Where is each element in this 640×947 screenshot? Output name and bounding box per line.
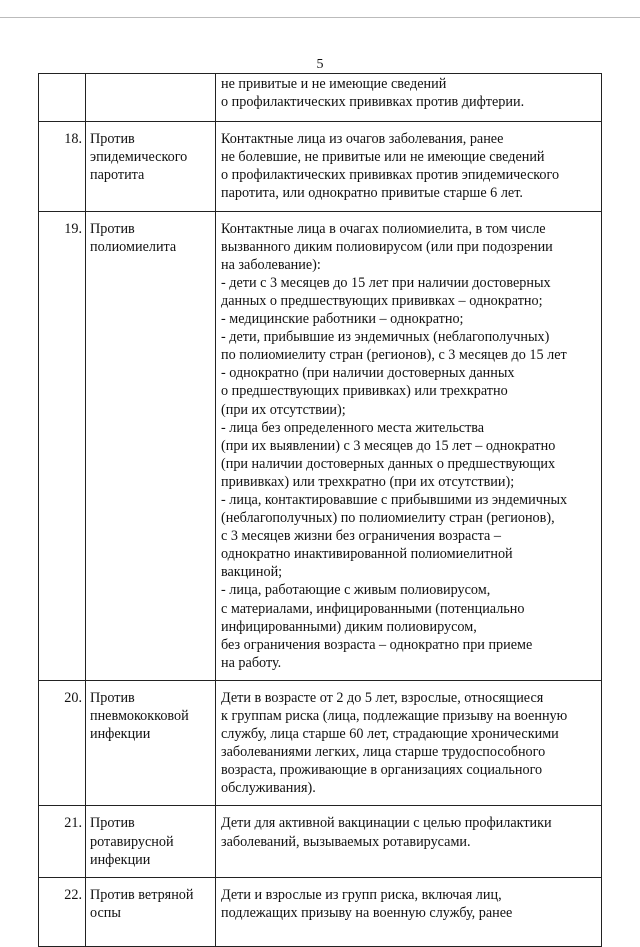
- vaccine-name-cell: [86, 806, 216, 877]
- indication-cell: [216, 877, 602, 946]
- vaccine-name-line: паротита: [90, 167, 145, 184]
- indication-line: без ограничения возраста – однократно при приеме: [221, 636, 533, 653]
- indication-line: паротита, или однократно привитые старше 6 лет.: [221, 185, 523, 202]
- indication-line: Контактные лица в очагах полиомиелита, в том числе: [221, 220, 546, 237]
- indication-line: с материалами, инфицированными (потенциально: [221, 600, 525, 617]
- indication-line: не привитые и не имеющие сведений: [221, 76, 447, 92]
- indication-line: службу, лица старше 60 лет, страдающие хроническими: [221, 726, 559, 743]
- vaccine-name-cell: [86, 122, 216, 211]
- indication-line: на работу.: [221, 654, 282, 671]
- vaccine-name-line: инфекции: [90, 851, 151, 868]
- row-number: 19.: [39, 211, 86, 680]
- table-row: [39, 211, 602, 680]
- indication-line: не болевшие, не привитые или не имеющие сведений: [221, 149, 545, 166]
- vaccine-name-line: оспы: [90, 904, 121, 921]
- vaccine-name-cell: [86, 680, 216, 806]
- row-number: [39, 74, 86, 122]
- table-row: [39, 806, 602, 877]
- vaccine-name-cell: [86, 74, 216, 122]
- indication-line: о предшествующих прививках) или трехкратно: [221, 383, 508, 400]
- indication-line: прививках) или трехкратно (при их отсутствии);: [221, 473, 515, 490]
- vaccine-name-line: эпидемического: [90, 149, 188, 166]
- indication-line: о профилактических прививках против эпидемического: [221, 167, 560, 184]
- indication-line: о профилактических прививках против дифтерии.: [221, 94, 525, 111]
- indication-line: возраста, проживающие в организациях социального: [221, 762, 543, 779]
- indication-line: обслуживания).: [221, 780, 316, 797]
- indication-line: (при наличии достоверных данных о предшествующих: [221, 455, 556, 472]
- vaccine-name-line: Против: [90, 220, 135, 237]
- indication-cell: [216, 806, 602, 877]
- page-number: 5: [316, 57, 324, 72]
- row-number: 21.: [39, 806, 86, 877]
- indication-cell: [216, 122, 602, 211]
- table-row: [39, 74, 602, 122]
- indication-line: Контактные лица из очагов заболевания, ранее: [221, 131, 504, 148]
- row-number: 20.: [39, 680, 86, 806]
- scan-edge-line: [0, 17, 640, 18]
- table-row: [39, 122, 602, 211]
- vaccine-name-line: ротавирусной: [90, 833, 174, 850]
- indication-cell: [216, 74, 602, 122]
- indication-line: - медицинские работники – однократно;: [221, 311, 464, 328]
- indication-line: (неблагополучных) по полиомиелиту стран (регионов),: [221, 510, 555, 527]
- indication-line: к группам риска (лица, подлежащие призыву на военную: [221, 708, 568, 724]
- indication-line: Дети в возрасте от 2 до 5 лет, взрослые, относящиеся: [221, 689, 544, 706]
- indication-line: однократно инактивированной полиомиелитной: [221, 546, 513, 563]
- indication-line: с 3 месяцев жизни без ограничения возраста –: [221, 528, 501, 545]
- vaccine-name-line: пневмококковой: [90, 708, 189, 724]
- indication-line: (при их отсутствии);: [221, 401, 346, 418]
- vaccine-name-line: Против: [90, 689, 135, 706]
- vaccine-name-line: Против: [90, 131, 135, 148]
- indication-line: - лица, контактировавшие с прибывшими из эндемичных: [221, 491, 568, 508]
- vaccination-table: [38, 73, 602, 947]
- indication-line: заболеваний, вызываемых ротавирусами.: [221, 833, 471, 850]
- indication-line: вакциной;: [221, 564, 283, 581]
- vaccine-name-line: полиомиелита: [90, 238, 177, 255]
- indication-cell: [216, 680, 602, 806]
- indication-line: - однократно (при наличии достоверных данных: [221, 365, 515, 382]
- table-row: [39, 680, 602, 806]
- row-number: 18.: [39, 122, 86, 211]
- indication-line: - лица, работающие с живым полиовирусом,: [221, 582, 491, 599]
- indication-line: - дети с 3 месяцев до 15 лет при наличии достоверных: [221, 274, 551, 291]
- indication-line: - дети, прибывшие из эндемичных (неблагополучных): [221, 329, 550, 346]
- indication-line: на заболевание):: [221, 256, 321, 273]
- vaccine-name-line: инфекции: [90, 726, 151, 743]
- indication-line: (при их выявлении) с 3 месяцев до 15 лет – однократно: [221, 437, 556, 454]
- vaccine-name-line: Против ветряной: [90, 886, 194, 903]
- indication-line: подлежащих призыву на военную службу, ранее: [221, 904, 513, 921]
- indication-cell: [216, 211, 602, 680]
- table-row: [39, 877, 602, 946]
- indication-line: по полиомиелиту стран (регионов), с 3 месяцев до 15 лет: [221, 347, 567, 364]
- vaccine-name-cell: [86, 211, 216, 680]
- vaccine-name-cell: [86, 877, 216, 946]
- vaccine-name-line: Против: [90, 815, 135, 832]
- indication-line: инфицированными) диким полиовирусом,: [221, 618, 477, 635]
- indication-line: Дети для активной вакцинации с целью профилактики: [221, 815, 552, 832]
- indication-line: - лица без определенного места жительства: [221, 419, 485, 436]
- indication-line: данных о предшествующих прививках – однократно;: [221, 292, 543, 309]
- indication-line: Дети и взрослые из групп риска, включая лиц,: [221, 886, 502, 903]
- row-number: 22.: [39, 877, 86, 946]
- indication-line: заболеваниями легких, лица старше трудоспособного: [221, 744, 546, 761]
- indication-line: вызванного диким полиовирусом (или при подозрении: [221, 238, 553, 255]
